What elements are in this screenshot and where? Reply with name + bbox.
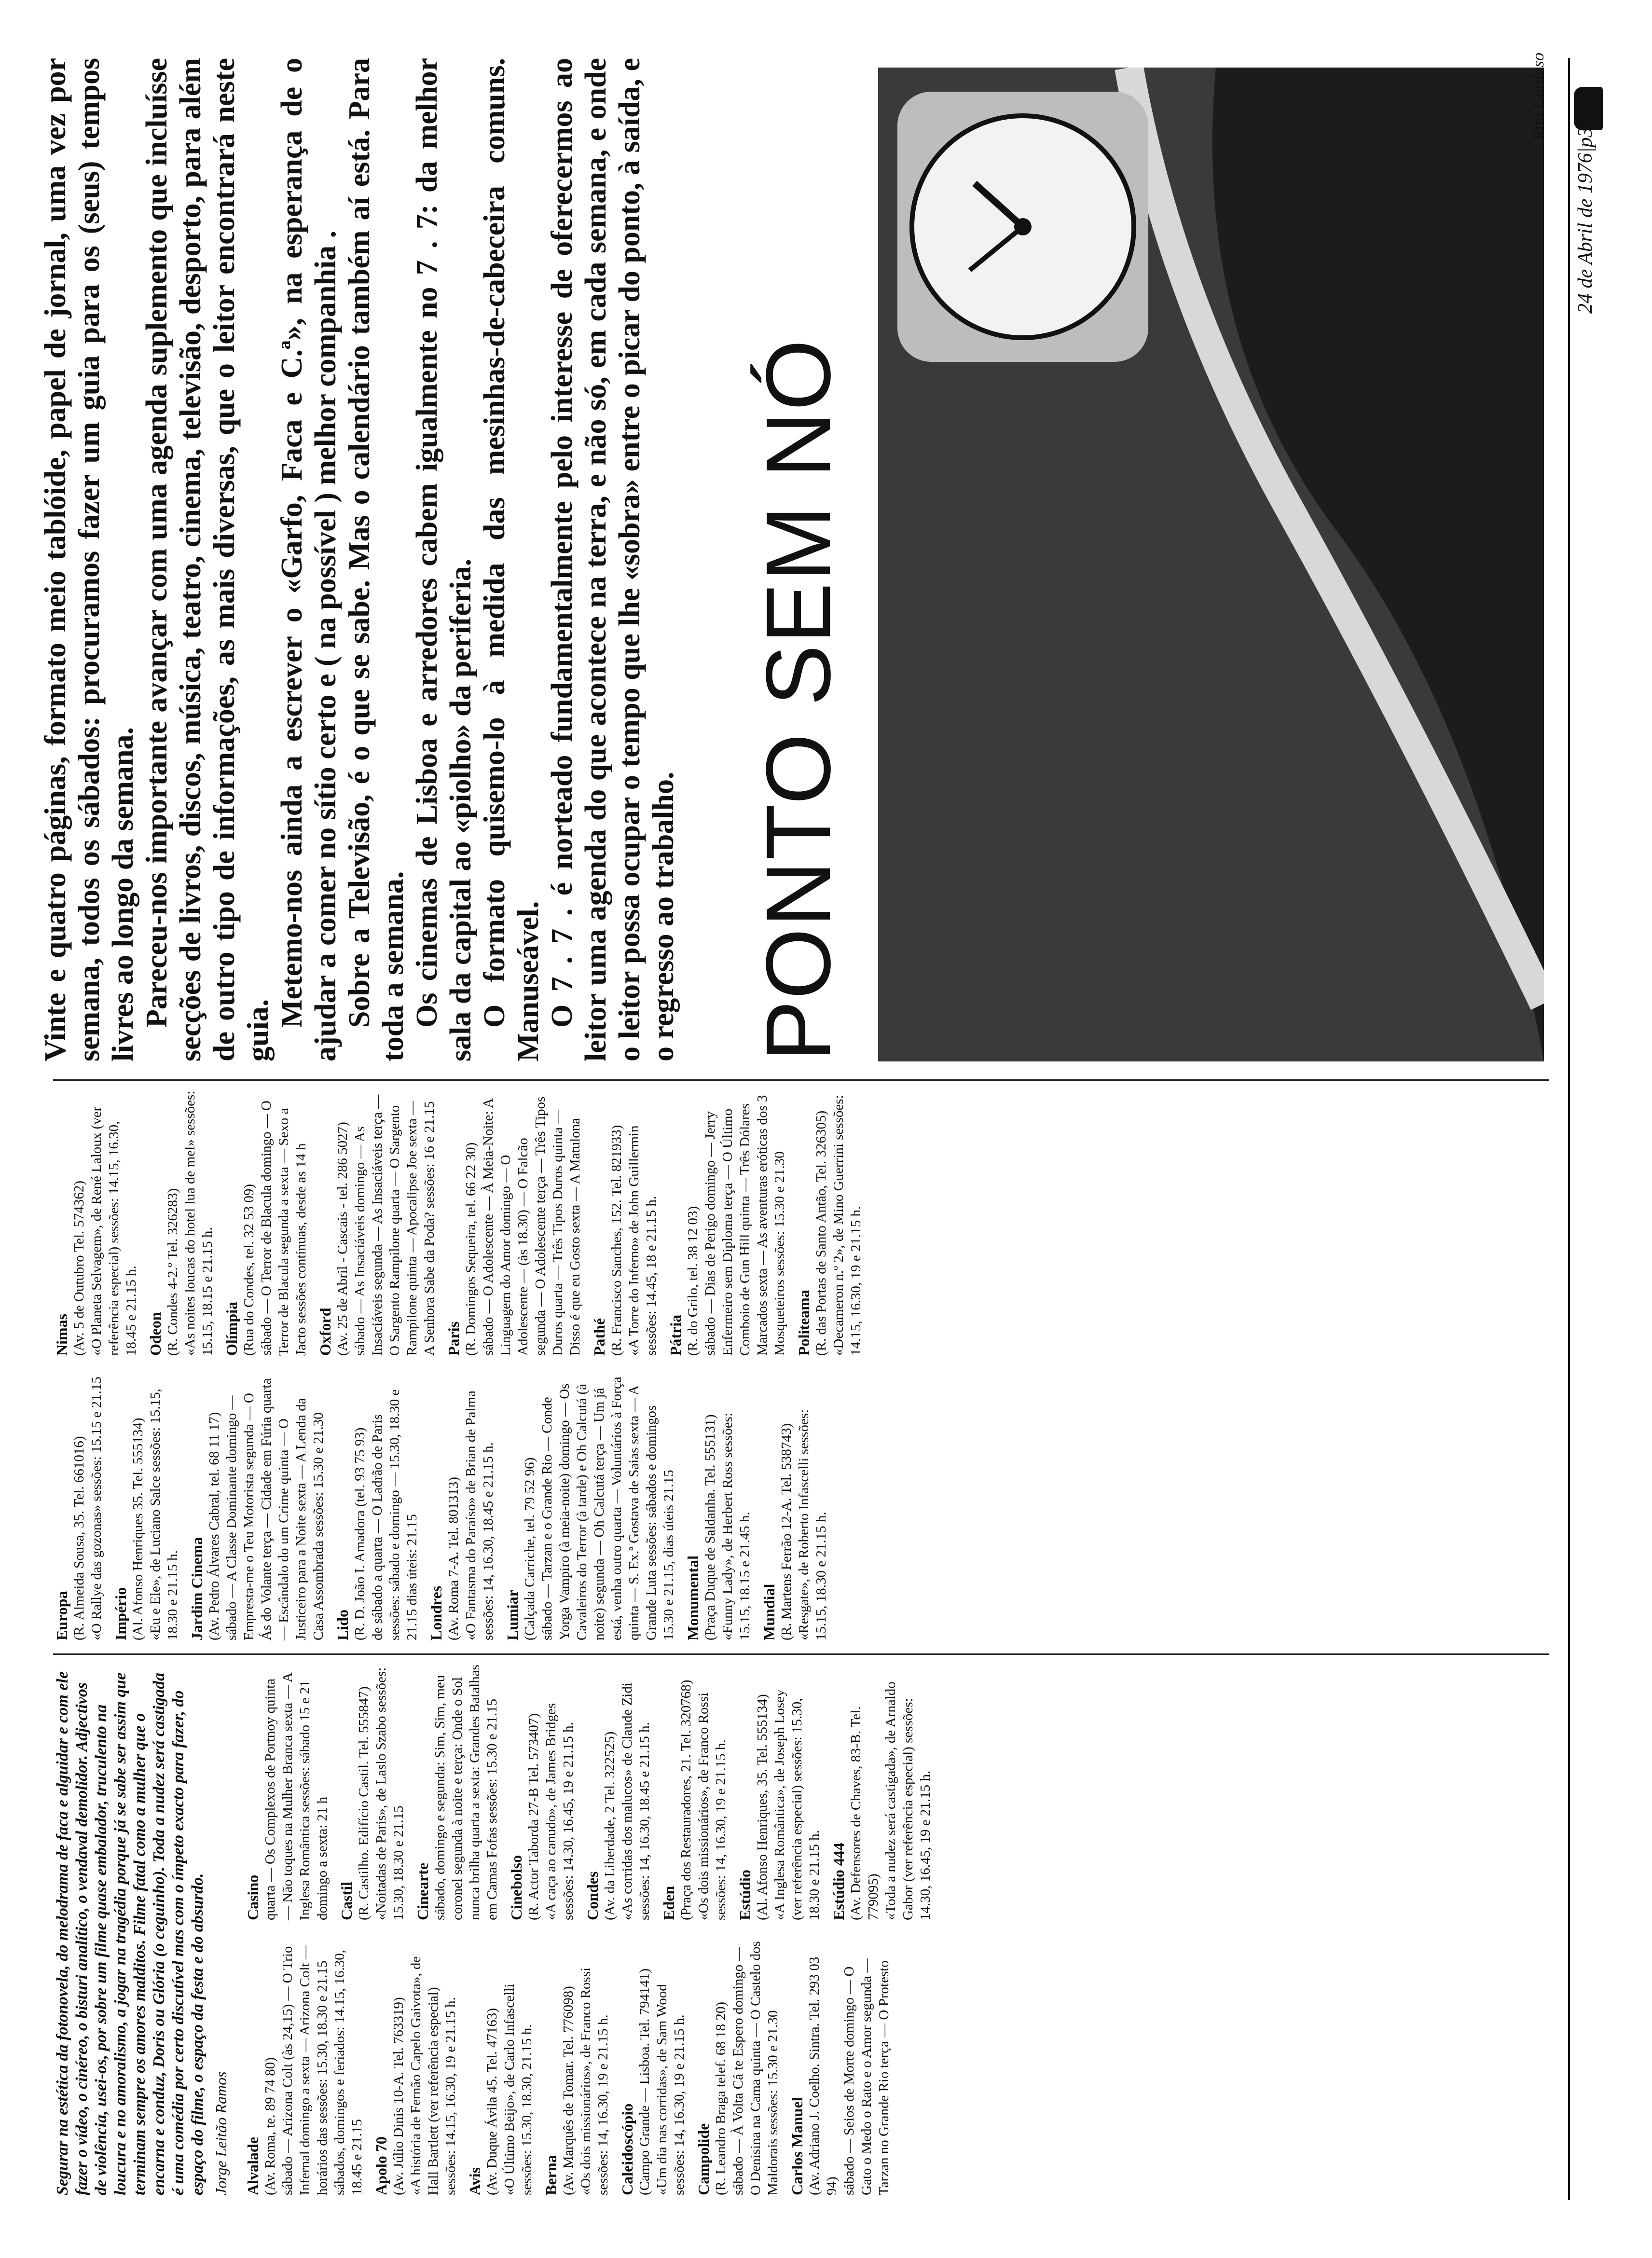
article-body	[39, 58, 743, 1061]
article-paragraph: Pareceu-nos importante avançar com uma agenda suplemento que incluísse secções de livros, discos, música, teatro, cinema, televisão, desporto, para além de outro tipo de informações, as mais diversas, que o leitor encontrará neste guia.	[140, 58, 275, 1061]
review-text: Segurar na estética da fotonovela, do melodrama de faca e alguidar e com ele fazer o vídeo, o cinéreo, o bisturi analítico, o vendaval demolidor. Adjectivos de violência, usei-os, por sobre um filme quase embalador, truculento na loucura e no amoralismo, a jogar na tragédia porque já se sabe ser assim que terminam sempre os amores malditos. Filme fatal como a mulher que o encarna e conduz, Doris ou Glória (o ceguinho). Toda a nudez será castigada é uma comédia por certo discutível mas com o ímpeto exacto para fazer, do espaço do filme, o espaço da festa e do absurdo.	[54, 1671, 206, 2195]
cinema-details: «A Torre do Inferno» de John Guillermin sessões: 14.45, 18 e 21.15 h.	[626, 1125, 659, 1356]
cinema-entry	[504, 1375, 677, 1640]
illustration-svg	[878, 68, 1544, 1061]
cinema-address: (Av. 5 de Outubro Tel. 574362)	[71, 1180, 87, 1356]
cinema-entry	[667, 1090, 788, 1356]
left-listings	[244, 1665, 934, 2195]
cinema-name: Mundial	[760, 1583, 778, 1640]
clock-illustration	[878, 68, 1544, 1061]
article-title: PONTO SEM NÓ	[747, 338, 850, 1061]
cinema-name: Alvalade	[244, 2137, 262, 2195]
cinema-details: «Os dois missionários», de Franco Rossi sessões: 14, 16.30, 19 e 21.15 h.	[696, 1692, 729, 1920]
article-paragraph: Sobre a Televisão, é o que se sabe. Mas o calendário também aí está. Para toda a semana.	[343, 58, 410, 1061]
cinema-details: «Resgate», de Roberto Infascelli sessões: 15.15, 18.30 e 21.15 h.	[796, 1409, 829, 1640]
cinema-address: (Av. Roma 7-A. Tel. 801313)	[446, 1477, 461, 1640]
cinema-name: Carlos Manuel	[788, 2097, 806, 2195]
cinema-address: (R. das Portas de Santo Antão, Tel. 326305)	[813, 1110, 829, 1356]
cinema-details: sábado — Tarzan e o Grande Rio — Conde Yorga Vampiro (à meia-noite) domingo — Os Cavaleiros do Terror (à tarde) e Oh Calcutá (à noite) segunda — Oh Calcutá terça — Um já está, venha outro quarta — Voluntários à Força quinta — S. Ex.ª Gostava de Saias sexta — A Grande Luta sessões: sábados e domingos 15.30 e 21.15, dias úteis 21.15	[539, 1377, 676, 1640]
cinema-name: Caleidoscópio	[619, 2103, 636, 2195]
cinema-name: Monumental	[684, 1556, 702, 1640]
cinema-entry	[445, 1090, 584, 1356]
cinema-details: quarta — Os Complexos de Portnoy quinta — Não toques na Mulher Branca sexta — A Inglesa Romântica sessões: sábado 15 e 21 domingo a sexta: 21 h	[262, 1673, 330, 1920]
cinema-name: Apolo 70	[372, 2136, 390, 2195]
cinema-address: (R. Almeida Sousa, 35. Tel. 661016)	[71, 1436, 87, 1640]
cinema-address: (R. do Grilo, tel. 38 12 03)	[685, 1206, 701, 1356]
cinema-details: «A Inglesa Romântica», de Joseph Losey (ver referência especial) sessões: 15.30, 18.30 e 21.15 h.	[772, 1689, 822, 1920]
cinema-address: (Al. Afonso Henriques 35. Tel. 555134)	[130, 1418, 146, 1640]
cinema-details: «A caça ao canudo», de James Bridges sessões: 14.30, 16.45, 19 e 21.15 h.	[543, 1703, 576, 1920]
article-paragraph: Os cinemas de Lisboa e arredores cabem igualmente no 7 . 7: da melhor sala da capital ao «piolho» da periferia.	[411, 58, 477, 1061]
cinema-entry	[760, 1375, 830, 1640]
cinema-entry	[508, 1665, 577, 1920]
cinema-address: (Av. Duque Ávila 45. Tel. 47163)	[484, 2008, 500, 2195]
cinema-name: Lido	[334, 1609, 351, 1640]
cinema-entry	[542, 1940, 612, 2195]
cinema-address: (Calçada Carriche, tel. 79 52 96)	[522, 1457, 537, 1640]
cinema-name: Paris	[445, 1321, 462, 1356]
cinema-address: (R. Leandro Braga telef. 68 18 20)	[713, 2001, 729, 2195]
header-rule	[1568, 58, 1613, 2200]
cinema-address: (Av. da Liberdade, 2 Tel. 322525)	[602, 1731, 618, 1920]
cinema-entry	[695, 1940, 782, 2195]
cinema-address: (R. Martens Ferrão 12-A. Tel. 538743)	[779, 1423, 794, 1640]
cinema-name: Estúdio 444	[830, 1843, 847, 1920]
cinema-name: Nimas	[53, 1313, 70, 1356]
cinema-name: Condes	[584, 1871, 601, 1920]
cinema-entry	[53, 1375, 105, 1640]
cinema-entry	[619, 1940, 688, 2195]
cinema-name: Campolide	[695, 2123, 712, 2195]
cinema-details: «A história de Fernão Capelo Gaivota», de Hall Bartlett (ver referência especial) sessões: 14.15, 16.30, 19 e 21.15 h.	[408, 1956, 458, 2195]
cinema-name: Londres	[427, 1585, 445, 1640]
cinema-details: «Eu e Ele», de Luciano Salce sessões: 15.15, 18.30 e 21.15 h.	[148, 1389, 180, 1640]
issue-date: 24 de Abril de 1976|p3	[1574, 127, 1597, 314]
cinema-details: «Funny Lady», de Herbert Ross sessões: 15.15, 18.15 e 21.45 h.	[720, 1412, 753, 1640]
left-column	[53, 1665, 1549, 2195]
illustration-credit: Rita Cardoso	[1529, 52, 1547, 140]
cinema-details: «O Planeta Selvagem», de René Laloux (ver referência especial) sessões: 14.15, 16.30, 18.45 e 21.15 h.	[89, 1106, 139, 1356]
cinema-entry	[223, 1090, 310, 1356]
cinema-entry	[372, 1940, 459, 2195]
middle-listings	[53, 1090, 1549, 1640]
cinema-name: Europa	[53, 1591, 70, 1640]
cinema-name: Cinearte	[414, 1862, 431, 1920]
cinema-name: Odeon	[147, 1312, 164, 1356]
cinema-name: Olímpia	[223, 1301, 240, 1356]
cinema-name: Jardim Cinema	[188, 1537, 206, 1640]
cinema-details: sábado — À Volta Cá te Espero domingo — O Denisina na Cama quinta — O Castelo dos Maldorais sessões: 15.30 e 21.30	[730, 1941, 781, 2195]
cinema-entry	[53, 1090, 140, 1356]
cinema-address: (Av. Adriano J. Coelho. Sintra. Tel. 293 03 94)	[807, 1956, 840, 2195]
article-paragraph: O 7 . 7 . é norteado fundamentalmente pelo interesse de oferecermos ao leitor uma agenda do que acontece na terra, e não só, em cada semana, e onde o leitor possa ocupar o tempo que lhe «sobra» entre o picar do ponto, à saída, e o regresso ao trabalho.	[546, 58, 680, 1061]
cinema-entry	[338, 1665, 407, 1920]
cinema-name: Castil	[338, 1882, 355, 1920]
cinema-details: «Toda a nudez será castigada», de Arnaldo Gabor (ver referência especial) sessões: 14.30, 16.45, 19 e 21.15 h.	[883, 1681, 933, 1920]
cinema-address: (Rua do Condes, tel. 32 53 09)	[241, 1184, 257, 1356]
cinema-details: «Um dia nas corridas», de Sam Wood sessões: 14, 16.30, 19 e 21.15 h.	[654, 1984, 687, 2195]
cinema-details: «As noites loucas do hotel lua de mel» sessões: 15.15, 18.15 e 21.15 h.	[182, 1090, 215, 1356]
logo-icon	[1574, 87, 1603, 130]
cinema-address: (Av. 25 de Abril - Cascais - tel. 286 5027)	[335, 1122, 350, 1356]
cinema-address: (R. Condes 4-2.º Tel. 326283)	[165, 1188, 180, 1356]
article-paragraph: Metemo-nos ainda a escrever o «Garfo, Faca e C.ª», na esperança de o ajudar a comer no sítio certo e ( na possível ) melhor companhia .	[275, 58, 342, 1061]
cinema-address: (Av. Defensores de Chaves, 83-B. Tel. 779095)	[848, 1706, 881, 1920]
cinema-details: sábado, domingo e segunda: Sim, Sim, meu coronel segunda à noite e terça: Onde o Sol nunca brilha quarta a sexta: Grandes Batalhas em Camas Fofas sessões: 15.30 e 21.15	[432, 1665, 500, 1920]
cinema-details: sábado — A Classe Dominante domingo — Empresta-me o Teu Motorista segunda — O Ás do Volante terça — Cidade em Fúria quarta — Escândalo do um Crime quinta — O Justiceiro para a Noite sexta — A Lenda da Casa Assombrada sessões: 15.30 e 21.30	[224, 1378, 326, 1640]
cinema-entry	[244, 1940, 366, 2195]
cinema-name: Estúdio	[736, 1870, 754, 1920]
cinema-details: «O Último Beijo», de Carlo Infascelli sessões: 15.30, 18.30, 21.15 h.	[502, 1983, 535, 2195]
cinema-entry	[188, 1375, 327, 1640]
article-paragraph: Vinte e quatro páginas, formato meio tablóide, papel de jornal, uma vez por semana, todos os sábados: procuramos fazer um guia para os (seus) tempos livres ao longo da semana.	[39, 58, 139, 1061]
cinema-name: Berna	[542, 2155, 560, 2195]
cinema-details: «As corridas dos malucos» de Claude Zidi sessões: 14, 16.30, 18.45 e 21.15 h.	[620, 1682, 652, 1920]
cinema-entry	[788, 1940, 893, 2195]
cinema-address: (Av. Júlio Dinis 10-A. Tel. 763319)	[391, 1997, 406, 2195]
cinema-entry	[736, 1665, 823, 1920]
cinema-details: «Os dois missionários», de Franco Rossi sessões: 14, 16.30, 19 e 21.15 h.	[578, 1967, 611, 2195]
cinema-name: Pathé	[591, 1318, 608, 1356]
cinema-address: (R. Actor Taborda 27-B Tel. 573407)	[526, 1713, 541, 1920]
cinema-details: sábado — Dias de Perigo domingo — Jerry Enfermeiro sem Diploma terça — O Último Comboio de Gun Hill quinta — Três Dólares Marcados sexta — As aventuras eróticas dos 3 Mosqueteiros sessões: 15.30 e 21.30	[702, 1095, 787, 1356]
cinema-name: Casino	[244, 1874, 262, 1920]
cinema-entry	[795, 1090, 865, 1356]
cinema-entry	[414, 1665, 501, 1920]
cinema-details: «O Rallye das gozonas» sessões: 15.15 e 21.15	[89, 1377, 104, 1640]
cinema-details: «Decameron n.º 2», de Mino Guerrini sessões: 14.15, 16.30, 19 e 21.15 h.	[831, 1095, 864, 1356]
cinema-name: Eden	[660, 1886, 677, 1920]
cinema-entry	[591, 1090, 660, 1356]
cinema-entry	[660, 1665, 730, 1920]
cinema-name: Cinebolso	[508, 1855, 525, 1920]
cinema-address: (R. D. João I. Amadora (tel. 93 75 93)	[352, 1427, 368, 1640]
cinema-address: (R. Castilho. Edifício Castil. Tel. 555847)	[356, 1686, 372, 1920]
cinema-address: (Av. Roma, te. 89 74 80)	[262, 2057, 278, 2195]
article-paragraph: O formato quisemo-lo à medida das mesinhas-de-cabeceira comuns. Manuseável.	[478, 58, 545, 1061]
cinema-address: (Praça dos Restauradores, 21. Tel. 320768)	[678, 1680, 694, 1920]
cinema-address: (Al. Afonso Henriques, 35. Tel. 555134)	[755, 1694, 770, 1920]
cinema-name: Oxford	[317, 1308, 334, 1356]
cinema-details: sábado — O Adolescente — À Meia-Noite: A Linguagem do Amor domingo — O Adolescente — (às 18.30) — O Falcão segunda — O Adolescente terça — Três Tipos Duros quarta — Três Tipos Duros quinta — Disso é que eu Gosto sexta — A Matulona	[481, 1096, 583, 1356]
column-divider	[53, 1653, 1549, 1655]
cinema-details: «Noitadas de Paris», de Laslo Szabo sessões: 15.30, 18.30 e 21.15	[373, 1667, 406, 1920]
cinema-details: sábado — As Insaciáveis domingo — As Insaciáveis segunda — As Insaciáveis terça — O Sargento Rampilone quarta — O Sargento Rampilone quinta — Apocalipse Joe sexta — A Senhora Sabe da Poda? sessões: 16 e 21.15	[352, 1094, 437, 1356]
cinema-address: (R. Francisco Sanches, 152. Tel. 821933)	[609, 1125, 624, 1356]
cinema-name: Pátria	[667, 1314, 684, 1356]
review-signature: Jorge Leitão Ramos	[212, 2071, 230, 2195]
cinema-entry	[427, 1375, 497, 1640]
cinema-entry	[830, 1665, 934, 1920]
cinema-address: (Praça Duque de Saldanha. Tel. 555131)	[702, 1414, 718, 1640]
cinema-name: Lumiar	[504, 1590, 521, 1640]
cinema-name: Avis	[466, 2167, 483, 2195]
cinema-details: sábado — Arizona Colt (às 24,15) — O Trio Infernal domingo a sexta — Arizona Colt — horários das sessões: 15.30, 18.30 e 21.15 sábados, domingos e feriados: 14.15, 16.30, 18.45 e 21.15	[280, 1945, 365, 2195]
cinema-details: sábado — O Terror de Blacula domingo — O Terror de Blacula segunda a sexta — Sexo a Jacto sessões contínuas, desde as 14 h	[259, 1101, 309, 1356]
cinema-entry	[466, 1940, 536, 2195]
cinema-entry	[584, 1665, 653, 1920]
cinema-address: (Campo Grande — Lisboa. Tel. 794141)	[637, 1968, 652, 2195]
cinema-entry	[244, 1665, 331, 1920]
cinema-address: (Av. Marquês de Tomar. Tel. 776098)	[561, 1986, 576, 2195]
cinema-details: «O Fantasma do Paraíso» de Brian de Palma sessões: 14, 16.30, 18.45 e 21.15 h.	[463, 1391, 496, 1640]
column-divider	[53, 1079, 1549, 1081]
cinema-details: sábado — Seios de Morte domingo — O Gato o Medo o Rato e o Amor segunda — Tarzan no Grande Rio terça — O Protesto	[841, 1958, 892, 2195]
cinema-address: (R. Domingos Sequeira, tel. 66 22 30)	[463, 1142, 479, 1356]
cinema-entry	[112, 1375, 181, 1640]
cinema-entry	[334, 1375, 421, 1640]
cinema-entry	[317, 1090, 438, 1356]
cinema-details: de sábado a quarta — O Ladrão de Paris sessões: sábado e domingo — 15.30, 18.30 e 21.15 dias úteis: 21.15	[370, 1389, 420, 1640]
cinema-address: (Av. Pedro Álvares Cabral, tel. 68 11 17)	[206, 1412, 222, 1640]
cinema-entry	[684, 1375, 754, 1640]
cinema-name: Império	[112, 1587, 129, 1640]
cinema-entry	[147, 1090, 216, 1356]
cinema-name: Politeama	[795, 1290, 812, 1356]
